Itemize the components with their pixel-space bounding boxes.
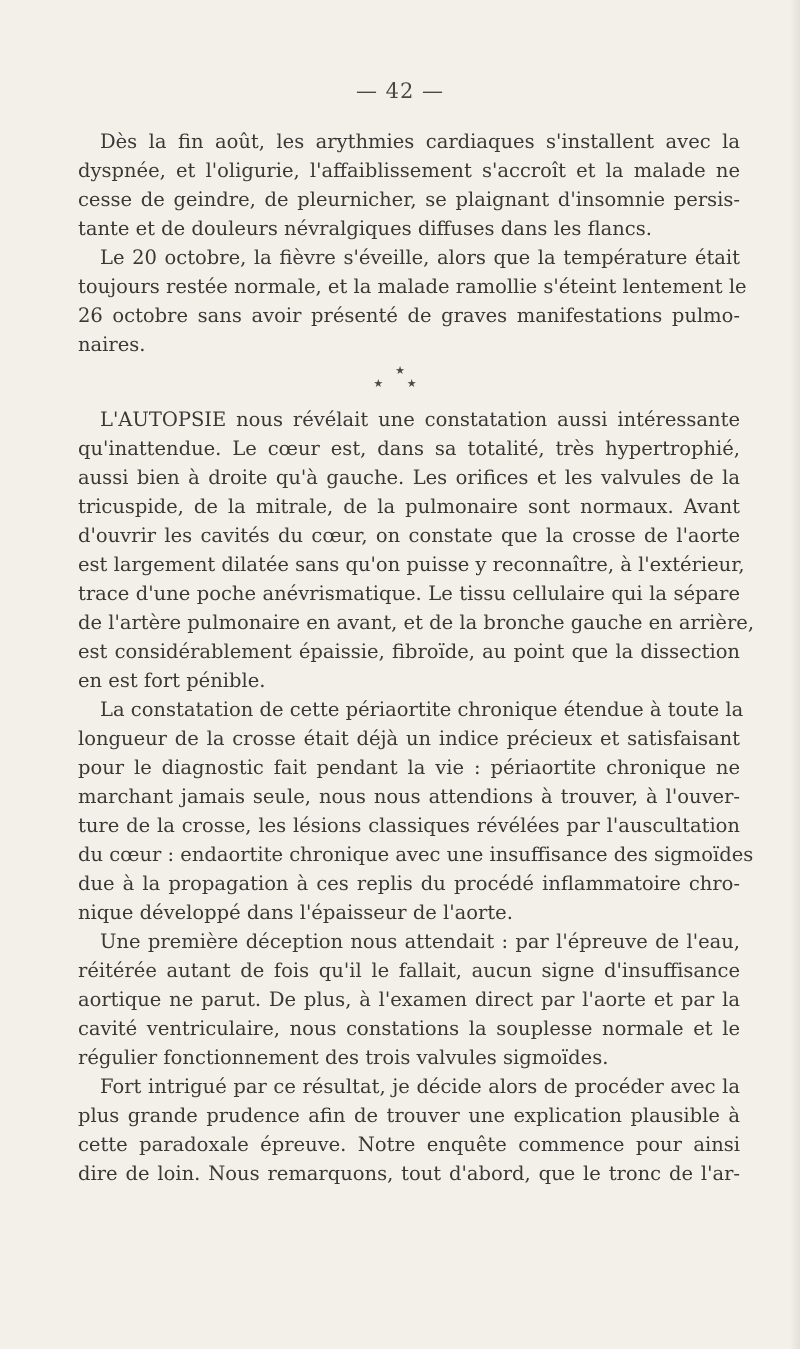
text-line: marchant jamais seule, nous nous attendions à trouver, à l'ouver- <box>78 785 740 808</box>
text-line: Dès la fin août, les arythmies cardiaques s'installent avec la <box>100 130 740 153</box>
text-line: aortique ne parut. De plus, à l'examen direct par l'aorte et par la <box>78 988 740 1011</box>
text-line: du cœur : endaortite chronique avec une insuffisance des sigmoïdes <box>78 843 754 866</box>
text-line: réitérée autant de fois qu'il le fallait, aucun signe d'insuffisance <box>78 959 740 982</box>
text-line: cavité ventriculaire, nous constations la souplesse normale et le <box>78 1017 740 1040</box>
text-line: qu'inattendue. Le cœur est, dans sa totalité, très hypertrophié, <box>78 437 740 460</box>
text-line: 26 octobre sans avoir présenté de graves manifestations pulmo- <box>78 304 740 327</box>
text-line: longueur de la crosse était déjà un indice précieux et satisfaisant <box>78 727 740 750</box>
text-line: est largement dilatée sans qu'on puisse y reconnaître, à l'extérieur, <box>78 553 745 576</box>
text-line: nique développé dans l'épaisseur de l'aorte. <box>78 901 513 924</box>
text-line: dire de loin. Nous remarquons, tout d'abord, que le tronc de l'ar- <box>78 1162 740 1185</box>
text-line: La constatation de cette périaortite chronique étendue à toute la <box>100 698 744 721</box>
text-line: ture de la crosse, les lésions classiques révélées par l'auscultation <box>78 814 740 837</box>
text-line: régulier fonctionnement des trois valvules sigmoïdes. <box>78 1046 609 1069</box>
text-line: aussi bien à droite qu'à gauche. Les orifices et les valvules de la <box>78 466 740 489</box>
text-line: est considérablement épaissie, fibroïde, au point que la dissection <box>78 640 740 663</box>
text-line: pour le diagnostic fait pendant la vie : périaortite chronique ne <box>78 756 740 779</box>
text-line: cesse de geindre, de pleurnicher, se plaignant d'insomnie persis- <box>78 188 740 211</box>
text-line: Fort intrigué par ce résultat, je décide alors de procéder avec la <box>100 1075 740 1098</box>
section-ornament-bottom: ★ ★ <box>373 377 427 390</box>
text-line: due à la propagation à ces replis du procédé inflammatoire chro- <box>78 872 740 895</box>
text-line: de l'artère pulmonaire en avant, et de la bronche gauche en arrière, <box>78 611 755 634</box>
text-line: en est fort pénible. <box>78 669 266 692</box>
text-line: d'ouvrir les cavités du cœur, on constate que la crosse de l'aorte <box>78 524 740 547</box>
text-line: tricuspide, de la mitrale, de la pulmonaire sont normaux. Avant <box>78 495 740 518</box>
text-line: cette paradoxale épreuve. Notre enquête commence pour ainsi <box>78 1133 740 1156</box>
text-line: tante et de douleurs névralgiques diffuses dans les flancs. <box>78 217 652 240</box>
text-line: Une première déception nous attendait : par l'épreuve de l'eau, <box>100 930 740 953</box>
text-line: Le 20 octobre, la fièvre s'éveille, alors que la température était <box>100 246 740 269</box>
text-line: L'AUTOPSIE nous révélait une constatation aussi intéressante <box>100 408 740 431</box>
text-line: naires. <box>78 333 146 356</box>
text-line: plus grande prudence afin de trouver une explication plausible à <box>78 1104 740 1127</box>
text-line: toujours restée normale, et la malade ramollie s'éteint lentement le <box>78 275 747 298</box>
section-ornament-top: ★ <box>395 364 405 377</box>
page-number: — 42 — <box>355 79 445 103</box>
text-line: dyspnée, et l'oligurie, l'affaiblissement s'accroît et la malade ne <box>78 159 740 182</box>
text-line: trace d'une poche anévrismatique. Le tissu cellulaire qui la sépare <box>78 582 740 605</box>
page-edge-shadow <box>790 0 800 1349</box>
